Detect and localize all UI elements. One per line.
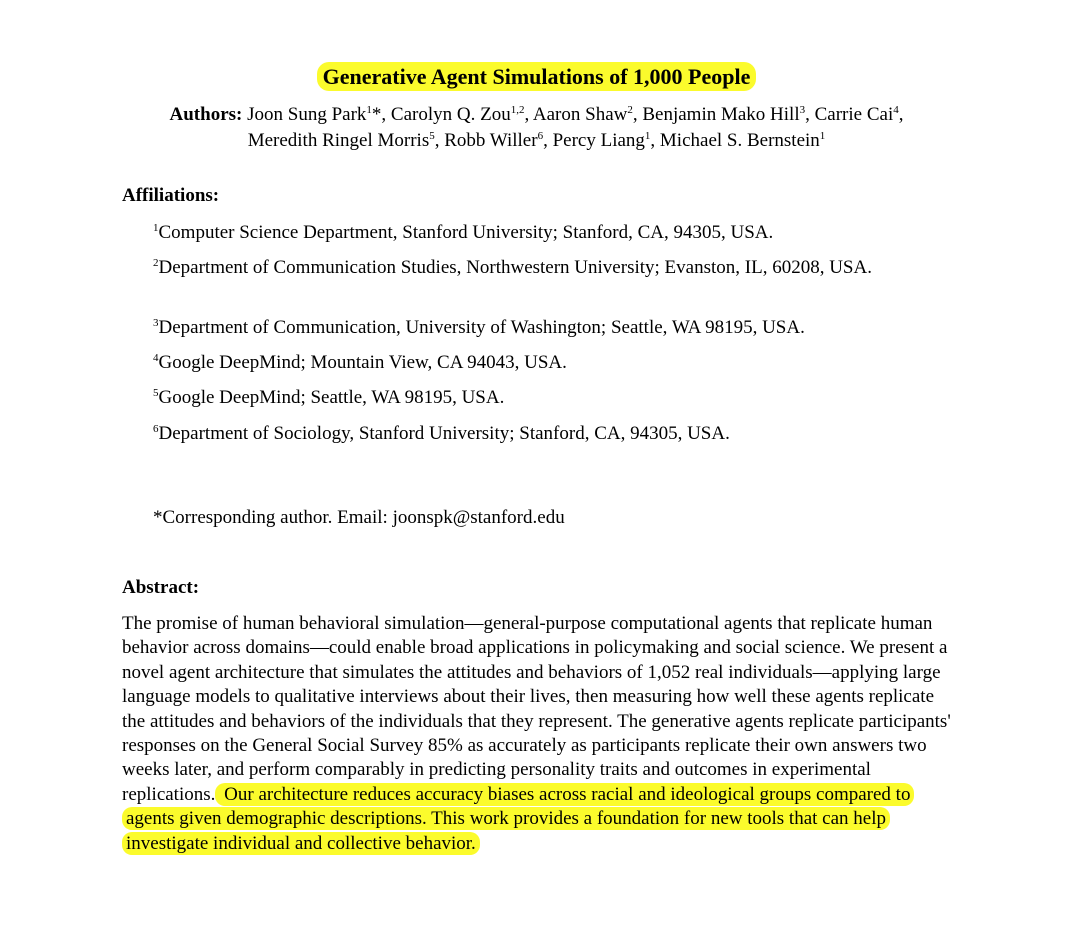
affiliation-text: Department of Communication Studies, Northwestern University; Evanston, IL, 60208, USA. <box>158 257 872 278</box>
author-affiliation-mark: 4 <box>893 104 899 116</box>
affiliation-item <box>153 385 923 410</box>
author-separator: , <box>543 130 553 151</box>
author-separator: *, <box>371 104 391 125</box>
abstract-highlight: Our architecture reduces accuracy biases across racial and ideological groups compared to agents given demographic descriptions. This work provides a foundation for new tools that can help investigate individual and collective behavior. <box>122 783 914 855</box>
authors-block <box>100 102 973 154</box>
author-name: Benjamin Mako Hill <box>642 104 800 125</box>
abstract-heading: Abstract: <box>122 577 200 598</box>
affiliation-text: Google DeepMind; Mountain View, CA 94043, USA. <box>158 352 567 373</box>
affiliation-text: Department of Sociology, Stanford University; Stanford, CA, 94305, USA. <box>158 423 730 444</box>
affiliation-number: 3 <box>153 317 159 329</box>
author-name: Robb Willer <box>444 130 538 151</box>
affiliations-heading: Affiliations: <box>122 185 220 206</box>
author-affiliation-mark: 3 <box>799 104 806 116</box>
author-name: Carolyn Q. Zou <box>390 104 511 125</box>
author-name: Meredith Ringel Morris <box>247 130 430 151</box>
affiliation-number: 6 <box>153 423 159 435</box>
affiliation-number: 2 <box>153 257 159 269</box>
affiliation-item <box>153 421 923 446</box>
author-affiliation-mark: 1 <box>819 130 826 142</box>
author-affiliation-mark: 2 <box>627 104 633 116</box>
abstract-body <box>122 612 957 856</box>
abstract-period: . <box>210 783 216 805</box>
affiliation-item <box>153 350 923 375</box>
author-separator: , <box>898 104 904 125</box>
author-separator: , <box>650 130 660 151</box>
author-name: Carrie Cai <box>814 104 894 125</box>
author-name: Michael S. Bernstein <box>659 130 820 151</box>
title-highlight: Generative Agent Simulations of 1,000 People <box>317 62 757 91</box>
author-affiliation-mark: 1,2 <box>510 104 525 116</box>
author-name: Percy Liang <box>552 130 645 151</box>
affiliation-text: Google DeepMind; Seattle, WA 98195, USA. <box>158 387 505 408</box>
affiliation-text: Department of Communication, University of Washington; Seattle, WA 98195, USA. <box>158 317 805 338</box>
author-separator: , <box>434 130 445 151</box>
author-separator: , <box>632 104 643 125</box>
author-name: Aaron Shaw <box>532 104 628 125</box>
author-separator: , <box>805 104 815 125</box>
corresponding-author: *Corresponding author. Email: joonspk@stanford.edu <box>153 507 565 528</box>
affiliation-item <box>153 255 923 280</box>
affiliation-text: Computer Science Department, Stanford University; Stanford, CA, 94305, USA. <box>158 222 774 243</box>
author-name: Joon Sung Park <box>247 104 367 125</box>
authors-label: Authors: <box>169 104 243 125</box>
author-affiliation-mark: 6 <box>537 130 544 142</box>
author-affiliation-mark: 5 <box>429 130 435 142</box>
affiliation-item <box>153 220 923 245</box>
author-affiliation-mark: 1 <box>366 104 372 116</box>
paper-title <box>0 62 1073 92</box>
affiliation-number: 1 <box>153 222 159 234</box>
author-separator: , <box>524 104 533 125</box>
affiliation-item <box>153 315 923 340</box>
affiliation-number: 4 <box>153 352 159 364</box>
abstract-text: The promise of human behavioral simulation—general-purpose computational agents that replicate human behavior across domains—could enable broad applications in policymaking and social science. We present a novel agent architecture that simulates the attitudes and behaviors of 1,052 real individuals—applying large language models to qualitative interviews about their lives, then measuring how well these agents replicate the attitudes and behaviors of the individuals that they represent. The generative agents replicate participants' responses on the General Social Survey 85% as accurately as participants replicate their own answers two weeks later, and perform comparably in predicting personality traits and outcomes in experimental replications <box>122 613 951 805</box>
author-affiliation-mark: 1 <box>644 130 651 142</box>
affiliation-number: 5 <box>153 387 159 399</box>
